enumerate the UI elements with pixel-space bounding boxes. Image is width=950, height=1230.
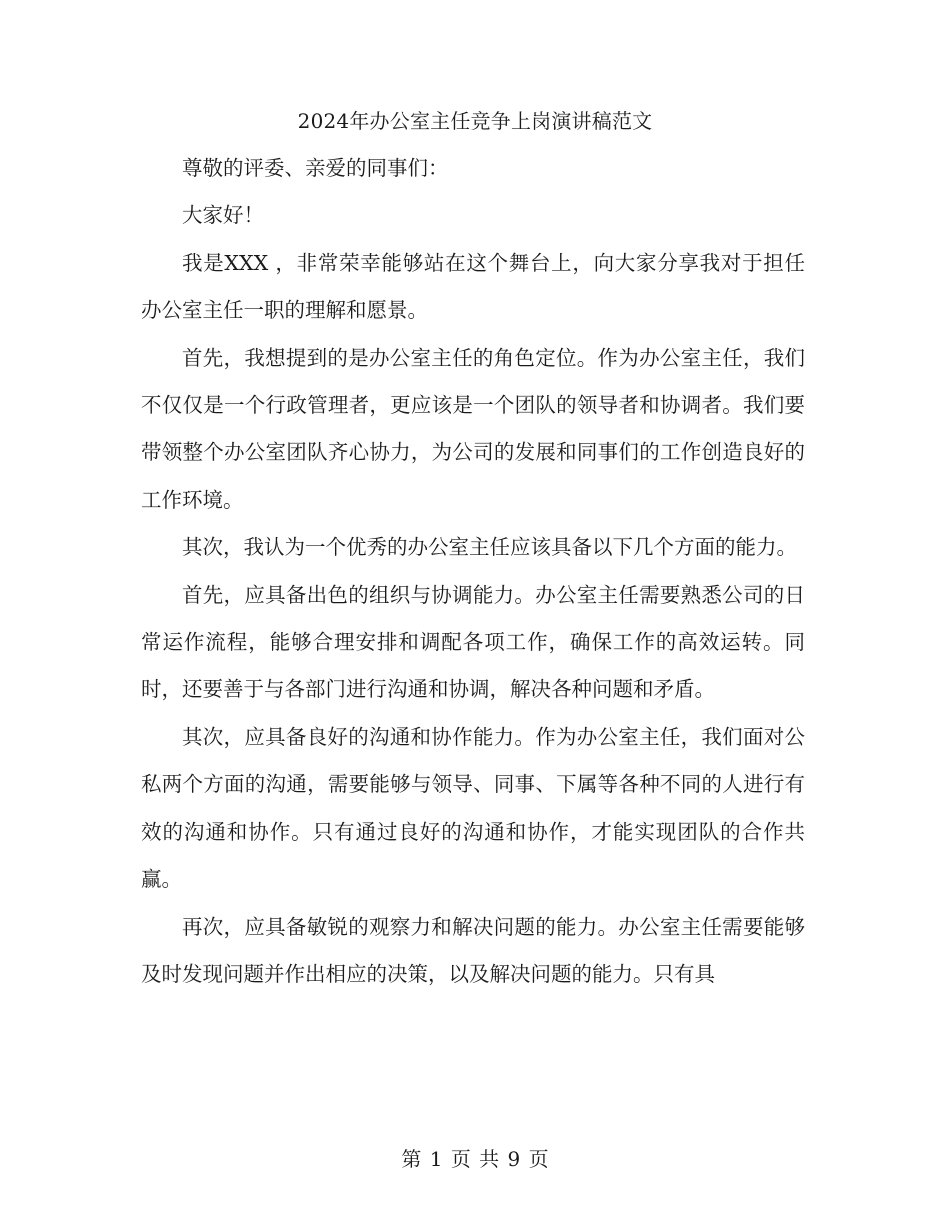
paragraph-organization-ability: 首先，应具备出色的组织与协调能力。办公室主任需要熟悉公司的日常运作流程，能够合理安排和调配各项工作，确保工作的高效运转。同时，还要善于与各部门进行沟通和协调，解决各种问题和矛盾。 (141, 582, 805, 702)
paragraph-role-positioning: 首先，我想提到的是办公室主任的角色定位。作为办公室主任，我们不仅仅是一个行政管理者，更应该是一个团队的领导者和协调者。我们要带领整个办公室团队齐心协力，为公司的发展和同事们的工作创造良好的工作环境。 (141, 345, 805, 512)
paragraph-introduction: 我是XXX ，非常荣幸能够站在这个舞台上，向大家分享我对于担任办公室主任一职的理解和愿景。 (141, 250, 805, 323)
paragraph-problem-solving-ability: 再次，应具备敏锐的观察力和解决问题的能力。办公室主任需要能够及时发现问题并作出相应的决策，以及解决问题的能力。只有具 (141, 914, 805, 986)
page-footer: 第 1 页 共 9 页 (401, 1147, 549, 1171)
paragraph-abilities-intro: 其次，我认为一个优秀的办公室主任应该具备以下几个方面的能力。 (182, 535, 797, 560)
paragraph-greeting: 大家好！ (182, 203, 264, 228)
document-title: 2024年办公室主任竞争上岗演讲稿范文 (297, 109, 653, 133)
paragraph-communication-ability: 其次，应具备良好的沟通和协作能力。作为办公室主任，我们面对公私两个方面的沟通，需要能够与领导、同事、下属等各种不同的人进行有效的沟通和协作。只有通过良好的沟通和协作，才能实现团队的合作共赢。 (141, 724, 805, 892)
paragraph-salutation: 尊敬的评委、亲爱的同事们： (182, 156, 449, 180)
document-body (141, 145, 805, 998)
